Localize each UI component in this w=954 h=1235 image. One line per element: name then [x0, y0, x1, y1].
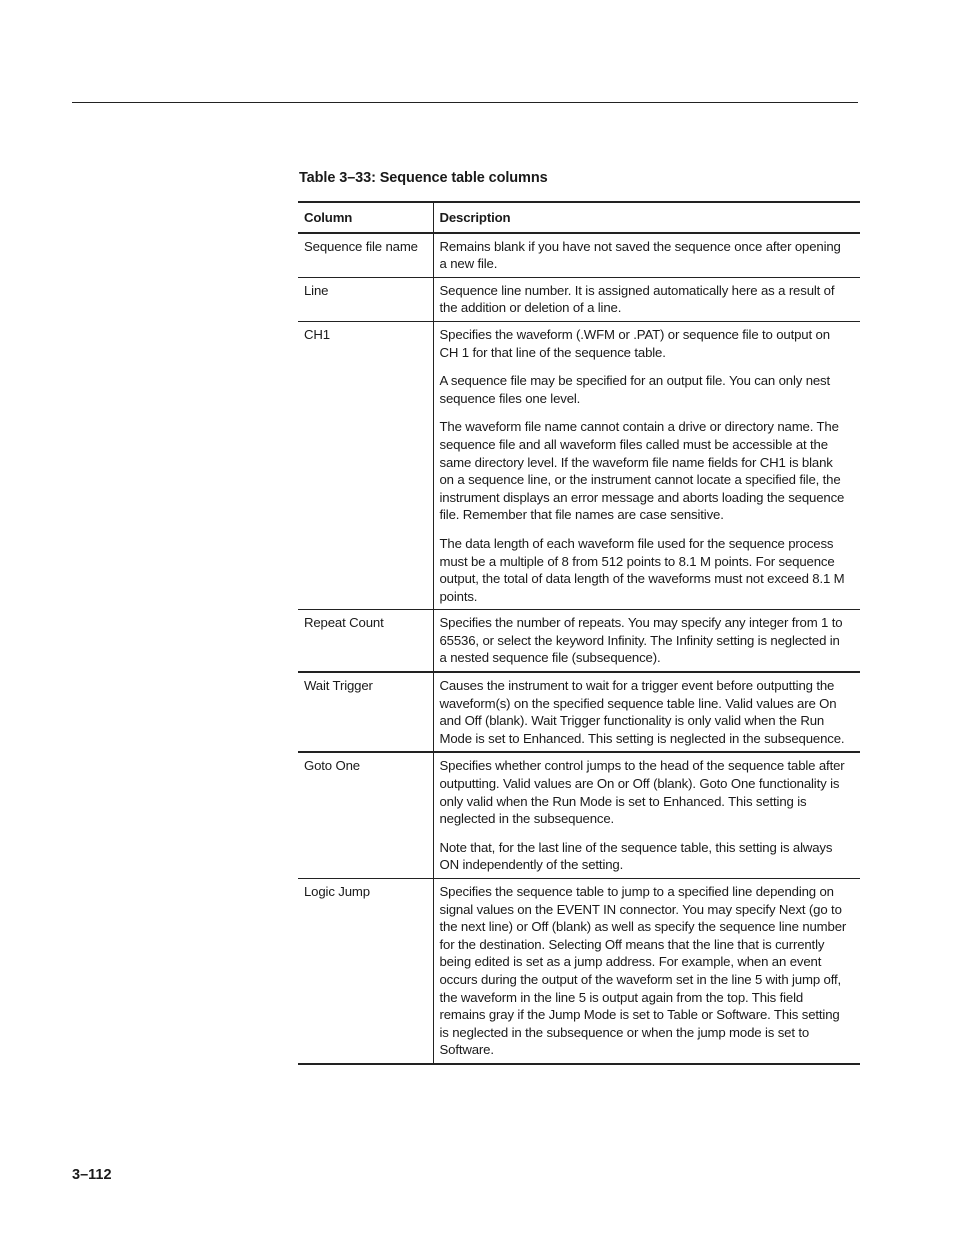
row-column-name: Sequence file name	[298, 233, 433, 278]
description-paragraph: Note that, for the last line of the sequence table, this setting is always ON independently of the setting.	[439, 839, 833, 873]
description-paragraph: Remains blank if you have not saved the sequence once after opening a new file.	[439, 238, 841, 272]
description-paragraph: Specifies the waveform (.WFM or .PAT) or sequence file to output on CH 1 for that line of the sequence table.	[439, 326, 830, 360]
table-header-row	[298, 202, 860, 233]
row-column-name: Repeat Count	[298, 610, 433, 672]
row-description	[433, 233, 860, 278]
table-row	[298, 233, 860, 278]
row-description	[433, 610, 860, 672]
description-paragraph: Sequence line number. It is assigned automatically here as a result of the addition or deletion of a line.	[439, 282, 835, 316]
table-row	[298, 321, 860, 609]
row-column-name: Goto One	[298, 752, 433, 878]
table-row	[298, 879, 860, 1064]
row-column-name: CH1	[298, 321, 433, 609]
description-paragraph: Specifies whether control jumps to the head of the sequence table after outputting. Valid values are On or Off (blank). Goto One functionality is only valid when the Run Mode is set to Enhanced. This setting is neglected in the subsequence.	[439, 758, 845, 827]
row-description	[433, 321, 860, 609]
column-header-column: Column	[298, 202, 433, 233]
row-description	[433, 879, 860, 1064]
header-rule	[72, 102, 858, 103]
column-header-description: Description	[433, 202, 860, 233]
description-paragraph: A sequence file may be specified for an output file. You can only nest sequence files one level.	[439, 373, 831, 406]
table-row	[298, 277, 860, 321]
description-paragraph: The data length of each waveform file used for the sequence process must be a multiple of 8 from 512 points to 8.1 M points. For sequence output, the total of data length of the waveforms must not exceed 8.1 M points.	[439, 535, 845, 604]
row-column-name: Logic Jump	[298, 879, 433, 1064]
table-row	[298, 672, 860, 752]
row-description	[433, 752, 860, 878]
description-paragraph: The waveform file name cannot contain a drive or directory name. The sequence file and all waveform files called must be accessible at the same directory level. If the waveform file name fields for CH1 is blank on a sequence line, or the instrument cannot locate a specified file, the instrument displays an error message and aborts loading the sequence file. Remember that file names are case sensitive.	[439, 419, 845, 523]
row-column-name: Wait Trigger	[298, 672, 433, 752]
table-caption: Table 3–33: Sequence table columns	[299, 170, 548, 186]
page-number: 3–112	[72, 1167, 112, 1183]
description-paragraph: Causes the instrument to wait for a trigger event before outputting the waveform(s) on the specified sequence table line. Valid values are On and Off (blank). Wait Trigger functionality is only valid when the Run Mode is set to Enhanced. This setting is neglected in the subsequence.	[439, 678, 845, 746]
sequence-table	[298, 201, 860, 1065]
row-column-name: Line	[298, 277, 433, 321]
row-description	[433, 277, 860, 321]
table-row	[298, 752, 860, 878]
table-row	[298, 610, 860, 672]
description-paragraph: Specifies the sequence table to jump to a specified line depending on signal values on the EVENT IN connector. You may specify Next (go to the next line) or Off (blank) as well as specify the sequence line number for the destination. Selecting Off means that the line that is currently being edited is set as a jump address. For example, when an event occurs during the output of the waveform set in the line 5 with jump off, the waveform in the line 5 is output again from the top. This field remains gray if the Jump Mode is set to Table or Software. This setting is neglected in the subsequence or when the jump mode is set to Software.	[439, 884, 847, 1058]
row-description	[433, 672, 860, 752]
description-paragraph: Specifies the number of repeats. You may specify any integer from 1 to 65536, or select the keyword Infinity. The Infinity setting is neglected in a nested sequence file (subsequence).	[439, 615, 843, 666]
